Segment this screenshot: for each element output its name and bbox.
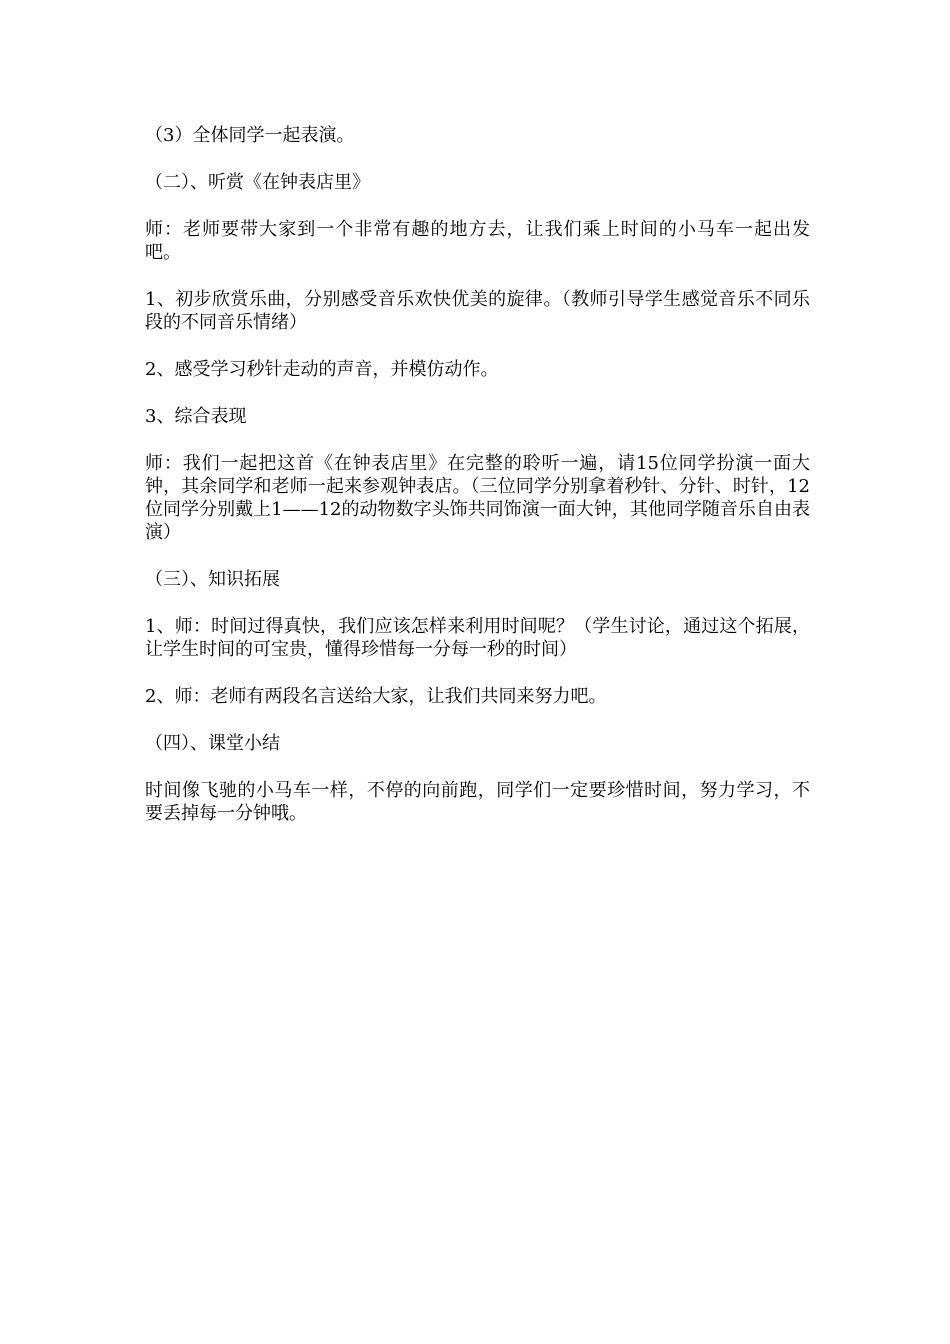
section-heading-summary: （四）、课堂小结 <box>145 733 280 754</box>
section-heading-extension: （三）、知识拓展 <box>145 569 280 590</box>
paragraph-summary: 时间像飞驰的小马车一样，不停的向前跑，同学们一定要珍惜时间，努力学习，不要丢掉每一分钟哦。 <box>145 780 810 824</box>
paragraph-step-3: 3、综合表现 <box>145 406 247 427</box>
paragraph-step-1: 1、初步欣赏乐曲，分别感受音乐欢快优美的旋律。（教师引导学生感觉音乐不同乐段的不同音乐情绪） <box>145 289 810 333</box>
paragraph-teacher-performance: 师：我们一起把这首《在钟表店里》在完整的聆听一遍，请15位同学扮演一面大钟，其余同学和老师一起来参观钟表店。（三位同学分别拿着秒针、分针、时针，12位同学分别戴上1——12的动物数字头饰共同饰演一面大钟，其他同学随音乐自由表演） <box>145 453 810 543</box>
paragraph-performance-step: （3）全体同学一起表演。 <box>145 125 355 146</box>
section-heading-listening: （二）、听赏《在钟表店里》 <box>145 172 370 193</box>
paragraph-teacher-intro: 师：老师要带大家到一个非常有趣的地方去，让我们乘上时间的小马车一起出发吧。 <box>145 219 810 263</box>
paragraph-step-2: 2、感受学习秒针走动的声音，并模仿动作。 <box>145 359 499 380</box>
document-body <box>145 124 810 849</box>
paragraph-extension-2: 2、师：老师有两段名言送给大家，让我们共同来努力吧。 <box>145 686 607 707</box>
paragraph-extension-1: 1、师：时间过得真快，我们应该怎样来利用时间呢？（学生讨论，通过这个拓展，让学生时间的可宝贵，懂得珍惜每一分每一秒的时间） <box>145 616 810 660</box>
